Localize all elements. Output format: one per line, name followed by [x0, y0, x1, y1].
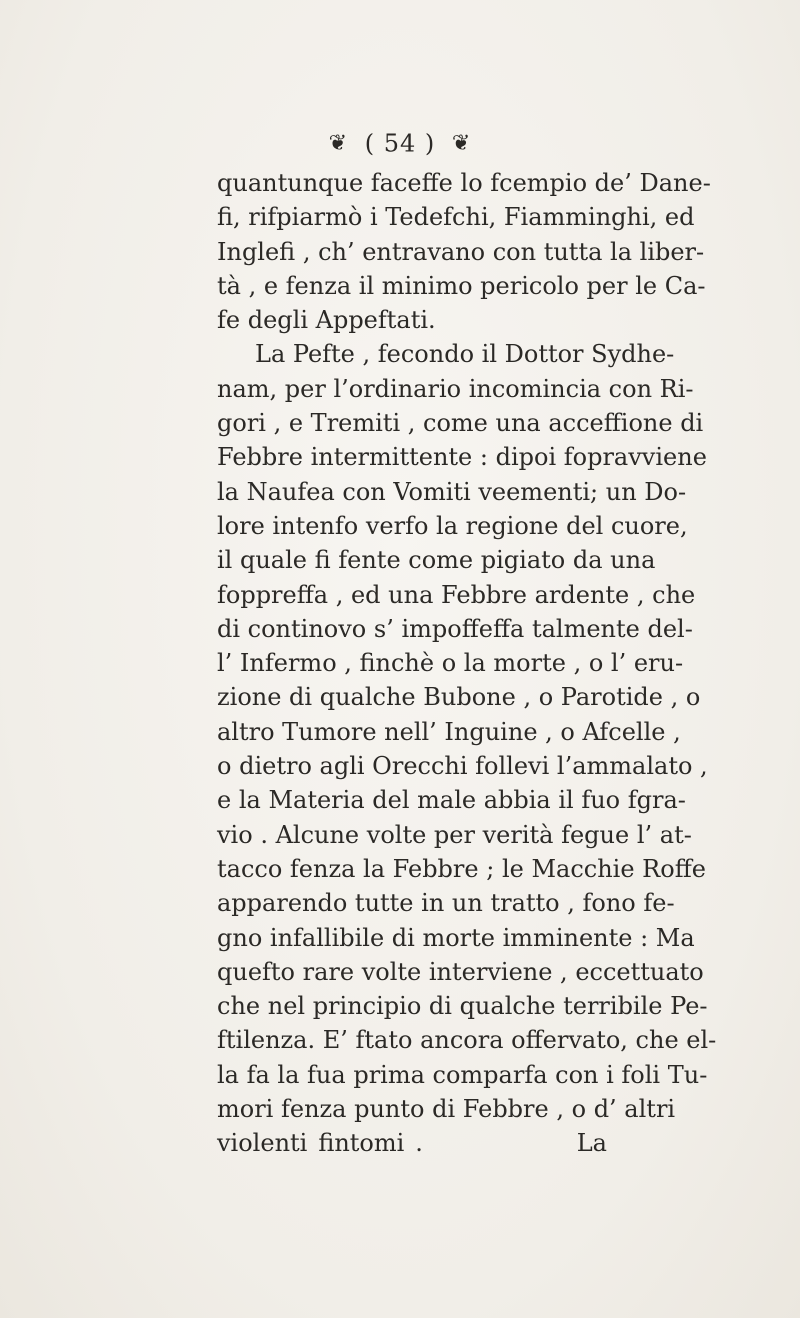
text-line: ftilenza. E’ ftato ancora offervato, che el-	[217, 1026, 717, 1055]
text-line: fi, rifpiarmò i Tedefchi, Fiamminghi, ed	[217, 203, 695, 232]
text-line: tacco fenza la Febbre ; le Macchie Roffe	[217, 854, 706, 883]
text-line: o dietro agli Orecchi follevi l’ammalato ,	[217, 752, 708, 781]
text-line: Inglefi , ch’ entravano con tutta la liber-	[217, 237, 705, 266]
text-line: gno infallibile di morte imminente : Ma	[217, 923, 695, 952]
page-header	[0, 128, 800, 158]
text-line: apparendo tutte in un tratto , fono fe-	[217, 889, 675, 918]
text-line: nam, per l’ordinario incomincia con Ri-	[217, 374, 694, 403]
text-line: zione di qualche Bubone , o Parotide , o	[217, 683, 701, 712]
left-fleuron-icon: ❦	[328, 131, 349, 156]
text-line: lore intenfo verfo la regione del cuore,	[217, 511, 688, 540]
right-fleuron-icon: ❦	[451, 131, 472, 156]
text-line: tà , e fenza il minimo pericolo per le Ca-	[217, 271, 706, 300]
text-line: e la Materia del male abbia il fuo fgra-	[217, 786, 686, 815]
text-line: che nel principio di qualche terribile Pe-	[217, 992, 708, 1021]
text-line: gori , e Tremiti , come una acceffione di	[217, 409, 704, 438]
text-line: la fa la fua prima comparfa con i foli Tu-	[217, 1060, 708, 1089]
text-line: quefto rare volte interviene , eccettuato	[217, 957, 704, 986]
text-line: Febbre intermittente : dipoi fopravviene	[217, 443, 707, 472]
text-line: quantunque faceffe lo fcempio de’ Dane-	[217, 169, 711, 197]
body-text	[217, 166, 717, 1161]
text-line-catchword: violenti fintomi . La	[217, 1129, 607, 1158]
text-line: mori fenza punto di Febbre , o d’ altri	[217, 1095, 676, 1124]
text-line: l’ Infermo , finchè o la morte , o l’ eru-	[217, 649, 684, 678]
text-line: di continovo s’ impoffeffa talmente del-	[217, 614, 693, 643]
page-number: ( 54 )	[364, 129, 436, 158]
text-line: vio . Alcune volte per verità fegue l’ at-	[217, 820, 692, 849]
text-line: il quale fi fente come pigiato da una	[217, 546, 656, 575]
text-line: foppreffa , ed una Febbre ardente , che	[217, 580, 696, 609]
text-line: altro Tumore nell’ Inguine , o Afcelle ,	[217, 717, 681, 746]
text-line: fe degli Appeftati.	[217, 306, 436, 335]
text-line: La Pefte , fecondo il Dottor Sydhe-	[255, 340, 675, 369]
text-line: la Naufea con Vomiti veementi; un Do-	[217, 477, 687, 506]
